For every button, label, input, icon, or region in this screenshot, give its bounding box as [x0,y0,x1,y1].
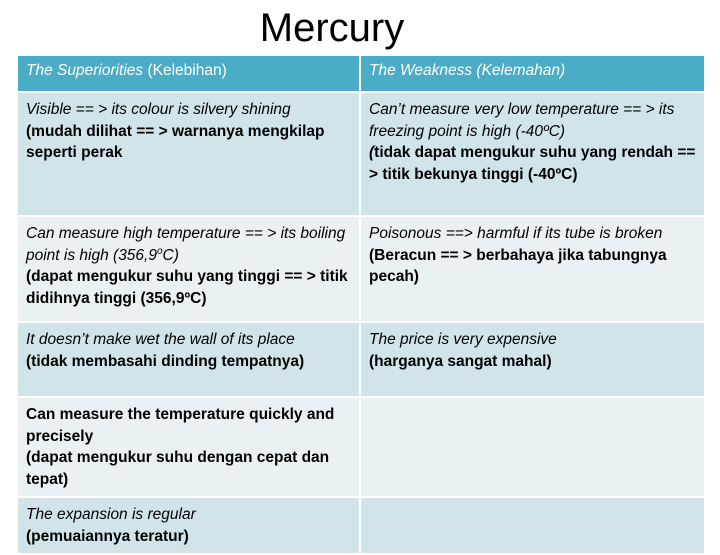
table-row [17,322,705,397]
superiority-text-en: Can measure high temperature == > its boiling point is high (356,9 [26,225,346,264]
superiority-text-my: (dapat mengukur suhu yang tinggi == > titik didihnya tinggi (356,9ºC) [26,268,348,307]
superiority-text-my: (dapat mengukur suhu dengan cepat dan tepat) [26,449,330,488]
weakness-text-my: tidak dapat mengukur suhu yang rendah == > titik bekunya tinggi (-40ºC) [369,144,696,183]
weakness-cell [360,397,705,497]
comparison-table [16,54,706,555]
superiority-text-en: Can measure the temperature quickly and precisely [26,406,335,445]
superiority-text-en: Visible == > its colour is silvery shining [26,101,291,118]
page-title: Mercury [259,6,405,50]
superiority-cell [17,322,360,397]
header-weakness-my: (Kelemahan) [476,62,566,79]
superiority-text-my: (mudah dilihat == > warnanya mengkilap seperti perak [26,122,325,161]
weakness-text-my: (Beracun == > berbahaya jika tabungnya pecah) [369,246,667,285]
weakness-text-en: Poisonous ==> harmful if its tube is broken [369,225,663,242]
superiority-cell [17,92,360,216]
weakness-cell [360,497,705,554]
table-row [17,497,705,554]
table-row [17,92,705,216]
header-superiorities [17,55,360,92]
header-superiorities-en: The Superiorities [26,62,144,79]
table-row [17,397,705,497]
superiority-cell [17,216,360,322]
weakness-cell [360,216,705,322]
superiority-text-my: (pemuaiannya teratur) [26,527,189,545]
superiority-text-en: It doesn’t make wet the wall of its place [26,331,295,348]
degree-sup: o [156,245,163,257]
header-weakness [360,55,705,92]
weakness-text-en: Can’t measure very low temperature == > its freezing point is high (-40ºC) [369,101,675,140]
weakness-cell [360,322,705,397]
weakness-text-en: The price is very expensive [369,331,557,348]
weakness-text-my-prefix: ( [369,144,375,161]
superiority-cell [17,397,360,497]
table-header-row [17,55,705,92]
superiority-text-en-end: C) [162,246,179,264]
weakness-text-my: (harganya sangat mahal) [369,352,552,370]
header-weakness-en: The Weakness [369,62,473,79]
superiority-cell [17,497,360,554]
header-superiorities-my: (Kelebihan) [147,62,227,79]
superiority-text-en: The expansion is regular [26,506,196,523]
table-row [17,216,705,322]
weakness-cell [360,92,705,216]
superiority-text-my: (tidak membasahi dinding tempatnya) [26,352,305,370]
